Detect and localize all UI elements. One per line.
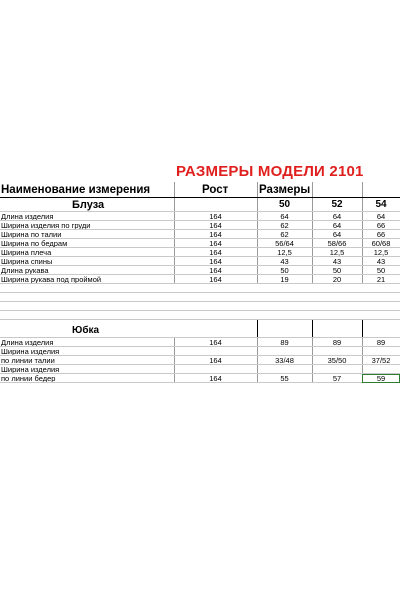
- height-value: [174, 347, 257, 355]
- measurement-name: по линии бедер: [1, 374, 56, 382]
- size-value: [362, 365, 400, 373]
- size-value: 59: [376, 374, 386, 382]
- blank-row: [0, 302, 400, 311]
- table-row: [0, 212, 400, 221]
- size-value: 19: [280, 275, 289, 283]
- size-value: 20: [332, 275, 342, 283]
- measurement-name: Длина изделия: [1, 338, 54, 346]
- table-header-row: [0, 182, 400, 198]
- height-value: 164: [209, 212, 222, 220]
- measurement-name: Ширина рукава под проймой: [1, 275, 102, 283]
- size-value: 58/66: [327, 239, 347, 247]
- table-row: [0, 374, 400, 383]
- measurement-name: Ширина изделия: [1, 347, 60, 355]
- size-value: 21: [376, 275, 386, 283]
- size-value: 64: [332, 221, 342, 229]
- blank-row: [0, 311, 400, 320]
- height-value: 164: [209, 248, 222, 256]
- measurement-name: Длина рукава: [1, 266, 49, 274]
- size-value: [362, 347, 400, 355]
- blank-row: [0, 293, 400, 302]
- selected-cell[interactable]: [362, 374, 400, 383]
- height-value: 164: [209, 257, 222, 265]
- size-value: 60/68: [371, 239, 391, 247]
- measurement-name: Ширина изделия по груди: [1, 221, 91, 229]
- size-52: 52: [331, 199, 343, 210]
- size-value: [312, 365, 362, 373]
- blouse-section-row: [0, 198, 400, 212]
- table-row: [0, 338, 400, 347]
- height-value: 164: [209, 356, 222, 364]
- size-value: 62: [280, 230, 289, 238]
- height-value: [174, 365, 257, 373]
- height-value: 164: [209, 221, 222, 229]
- table-row: [0, 248, 400, 257]
- table-row: [0, 239, 400, 248]
- size-value: [257, 365, 312, 373]
- table-row: [0, 266, 400, 275]
- height-value: 164: [209, 338, 222, 346]
- table-row: [0, 230, 400, 239]
- header-sizes: Размеры: [259, 184, 311, 196]
- table-row: [0, 257, 400, 266]
- height-value: 164: [209, 239, 222, 247]
- measurement-name: Ширина плеча: [1, 248, 52, 256]
- size-50: 50: [278, 199, 291, 210]
- blouse-rows: [0, 212, 400, 284]
- size-value: [312, 347, 362, 355]
- size-table: [0, 182, 400, 383]
- height-value: 164: [209, 374, 222, 382]
- size-value: 89: [332, 338, 342, 346]
- measurement-name: по линии талии: [1, 356, 55, 364]
- measurement-name: Ширина изделия: [1, 365, 60, 373]
- page-title: РАЗМЕРЫ МОДЕЛИ 2101: [176, 163, 364, 180]
- size-value: 50: [376, 266, 386, 274]
- size-value: 43: [332, 257, 342, 265]
- size-value: 64: [376, 212, 386, 220]
- size-value: 57: [332, 374, 342, 382]
- height-value: 164: [209, 230, 222, 238]
- table-row: [0, 347, 400, 356]
- height-value: 164: [209, 275, 222, 283]
- size-value: 66: [376, 230, 386, 238]
- size-value: 89: [280, 338, 289, 346]
- size-value: 66: [376, 221, 386, 229]
- height-value: 164: [209, 266, 222, 274]
- size-value: 43: [376, 257, 386, 265]
- size-value: 64: [280, 212, 289, 220]
- measurement-name: Ширина по бедрам: [1, 239, 68, 247]
- size-value: 43: [280, 257, 289, 265]
- size-value: 12,5: [329, 248, 345, 256]
- size-value: 12,5: [277, 248, 292, 256]
- blank-row: [0, 284, 400, 293]
- table-row: [0, 365, 400, 374]
- measurement-name: Ширина по талии: [1, 230, 62, 238]
- size-value: 64: [332, 212, 342, 220]
- measurement-name: Длина изделия: [1, 212, 54, 220]
- skirt-section-label: Юбка: [72, 325, 100, 336]
- size-value: 56/64: [275, 239, 294, 247]
- size-value: 33/48: [275, 356, 294, 364]
- skirt-rows: [0, 338, 400, 383]
- size-value: 37/52: [371, 356, 391, 364]
- blouse-section-label: Блуза: [72, 199, 105, 211]
- size-value: 89: [376, 338, 386, 346]
- header-measurement-name: Наименование измерения: [1, 184, 151, 196]
- table-row: [0, 275, 400, 284]
- size-value: 55: [280, 374, 289, 382]
- table-row: [0, 356, 400, 365]
- size-54: 54: [375, 199, 387, 210]
- size-value: 50: [280, 266, 289, 274]
- skirt-section-row: [0, 320, 400, 338]
- size-value: 12,5: [373, 248, 389, 256]
- size-value: 50: [332, 266, 342, 274]
- measurement-name: Ширина спины: [1, 257, 53, 265]
- size-value: 62: [280, 221, 289, 229]
- table-row: [0, 221, 400, 230]
- size-value: 35/50: [327, 356, 347, 364]
- size-value: 64: [332, 230, 342, 238]
- size-value: [257, 347, 312, 355]
- header-height: Рост: [202, 184, 229, 196]
